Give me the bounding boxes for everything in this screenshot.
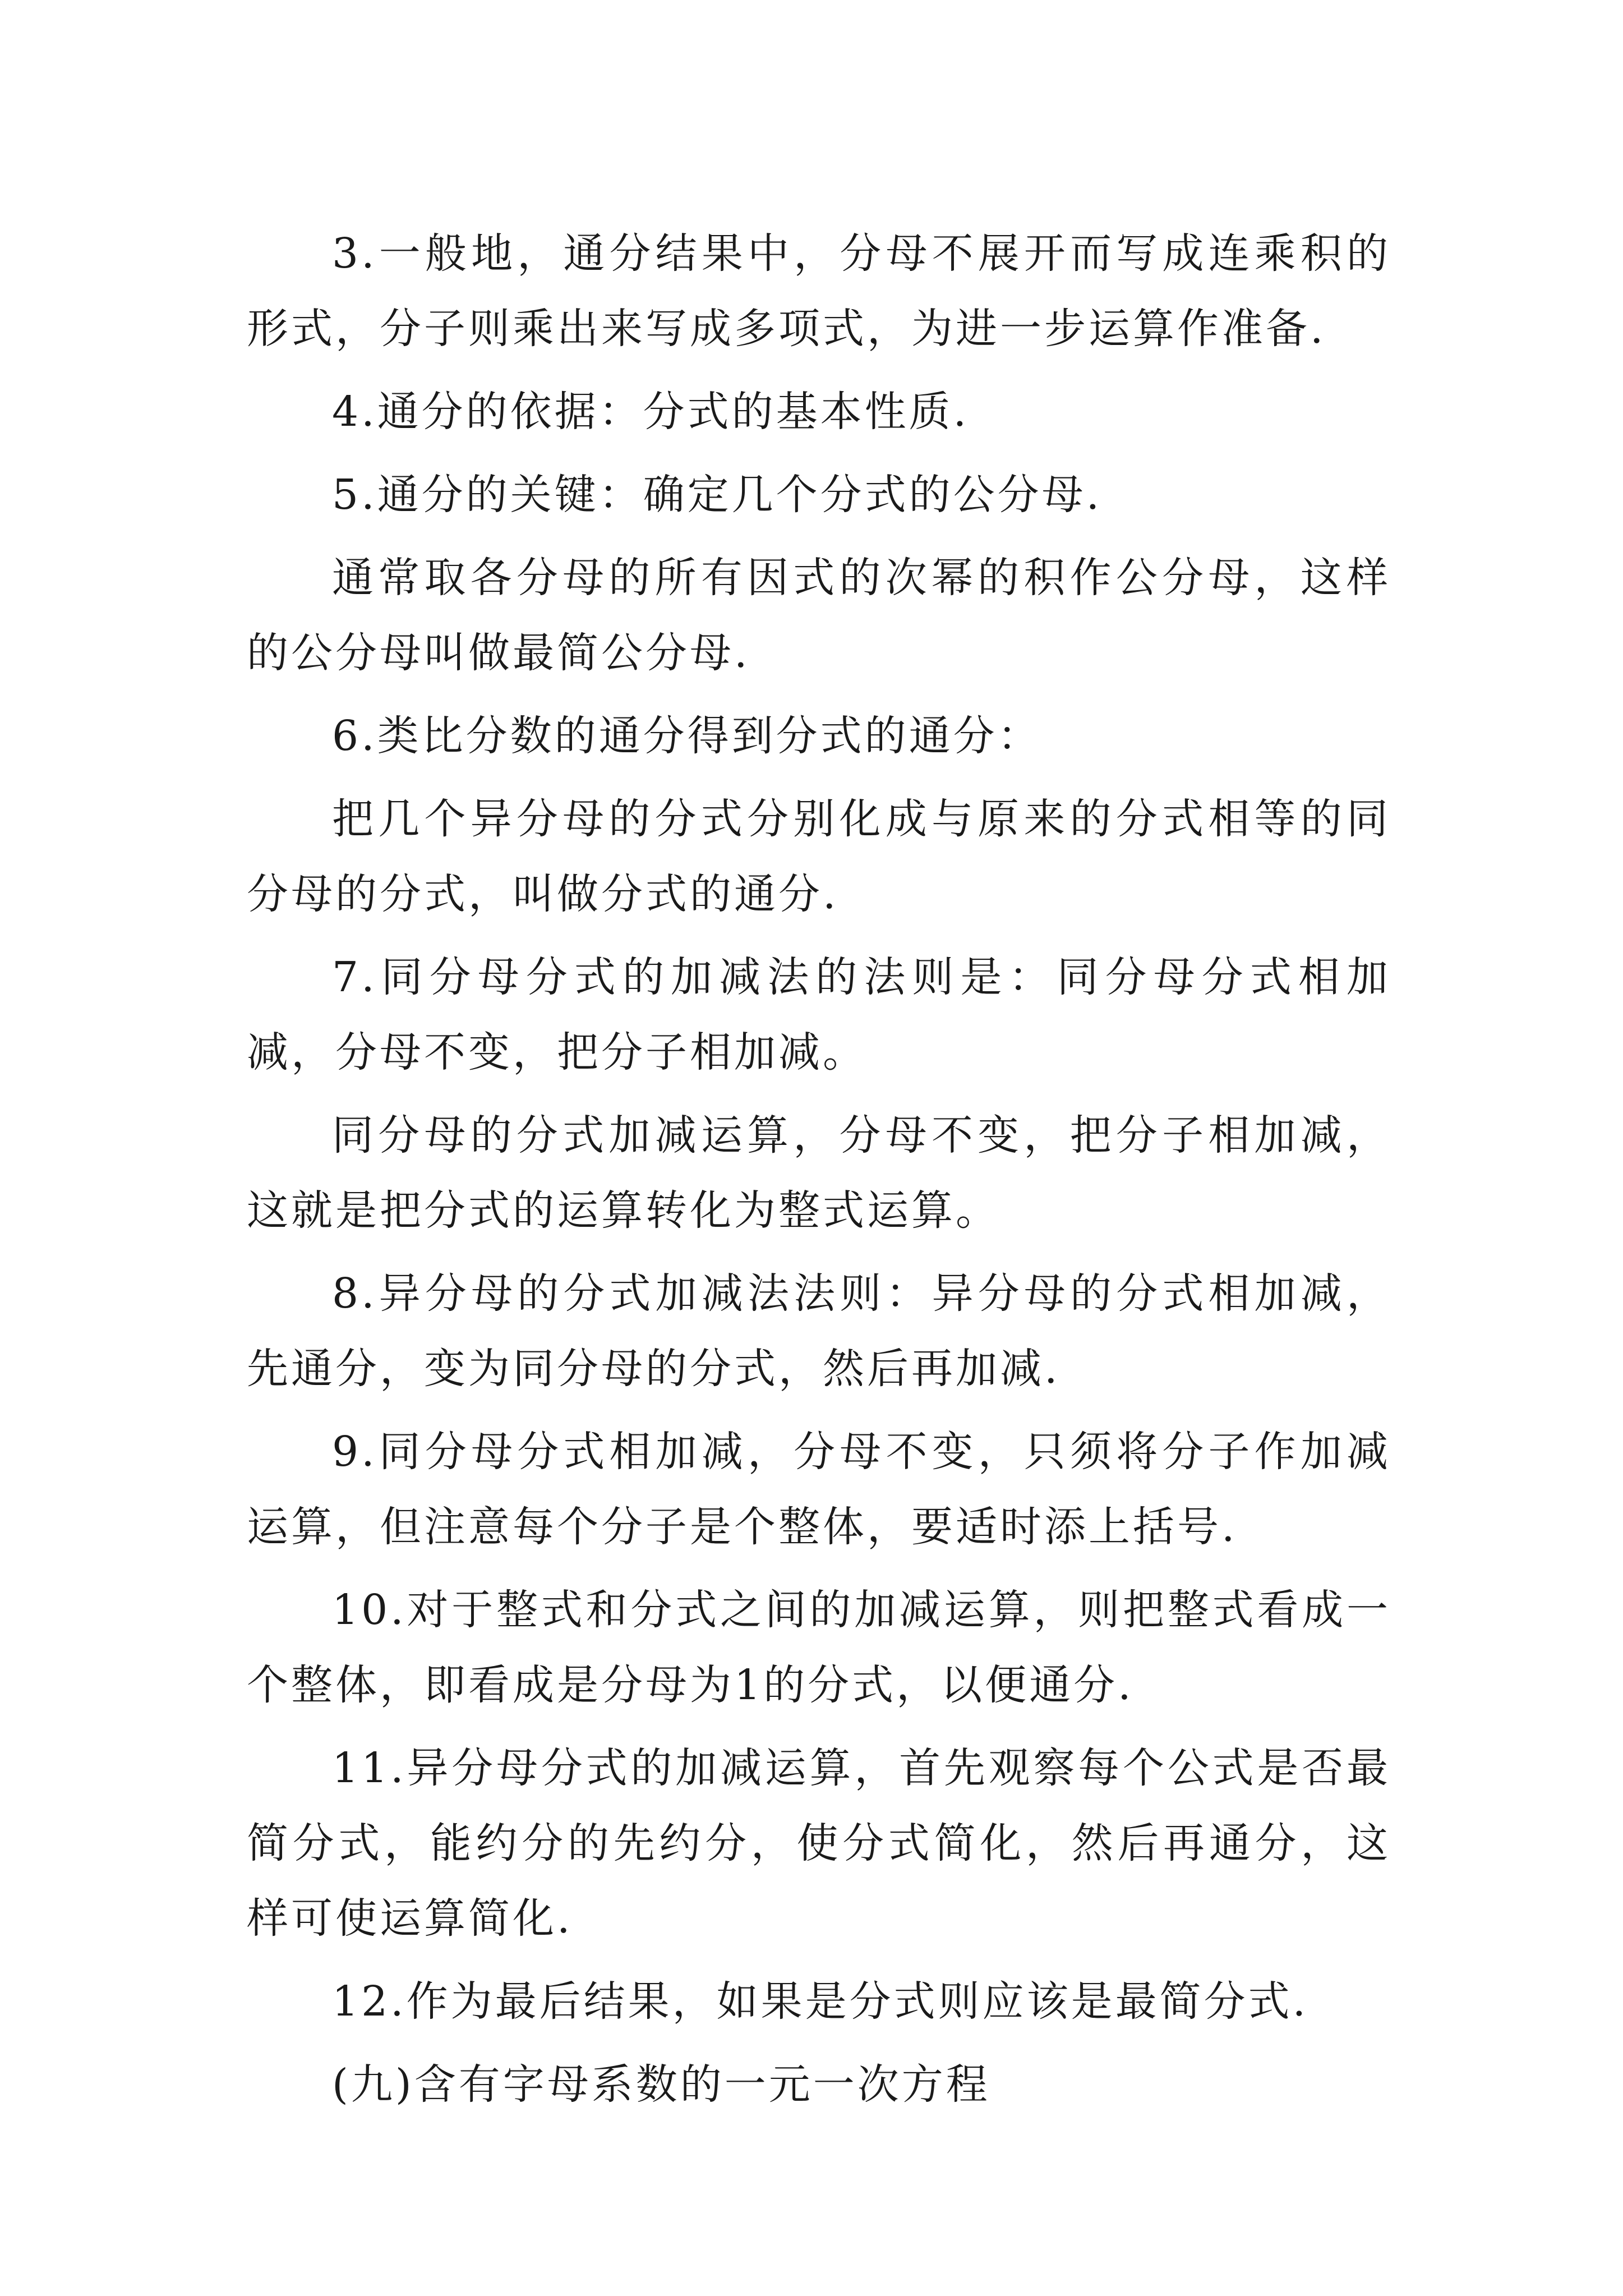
paragraph-11-simplify-first: 11.异分母分式的加减运算，首先观察每个公式是否最简分式，能约分的先约分，使分式简化，然后再通分，这样可使运算简化.: [247, 1744, 1391, 1943]
paragraph-4-basis: 4.通分的依据：分式的基本性质.: [332, 388, 970, 436]
paragraph-5-key: 5.通分的关键：确定几个分式的公分母.: [332, 471, 1103, 519]
paragraph-3-common-denominator-form: 3.一般地，通分结果中，分母不展开而写成连乘积的形式，分子则乘出来写成多项式，为进一步运算作准备.: [247, 229, 1391, 353]
paragraph-10-polynomial-as-whole: 10.对于整式和分式之间的加减运算，则把整式看成一个整体，即看成是分母为1的分式，以便通分.: [247, 1586, 1391, 1709]
paragraph-12-final-result: 12.作为最后结果，如果是分式则应该是最简分式.: [332, 1977, 1309, 2026]
section-heading-nine: (九)含有字母系数的一元一次方程: [332, 2060, 990, 2109]
paragraph-lcd-definition: 通常取各分母的所有因式的次幂的积作公分母，这样的公分母叫做最简公分母.: [247, 554, 1391, 677]
paragraph-8-different-denominator-rule: 8.异分母的分式加减法法则：异分母的分式相加减，先通分，变为同分母的分式，然后再加减.: [247, 1269, 1391, 1393]
paragraph-9-parentheses-note: 9.同分母分式相加减，分母不变，只须将分子作加减运算，但注意每个分子是个整体，要适时添上括号.: [247, 1428, 1391, 1551]
paragraph-6-analogy: 6.类比分数的通分得到分式的通分：: [332, 712, 1042, 760]
paragraph-common-denominator-definition: 把几个异分母的分式分别化成与原来的分式相等的同分母的分式，叫做分式的通分.: [247, 795, 1391, 918]
paragraph-7-same-denominator-rule: 7.同分母分式的加减法的法则是：同分母分式相加减，分母不变，把分子相加减。: [247, 953, 1391, 1076]
paragraph-same-denominator-explanation: 同分母的分式加减运算，分母不变，把分子相加减，这就是把分式的运算转化为整式运算。: [247, 1111, 1391, 1235]
document-body: [247, 216, 1391, 2122]
